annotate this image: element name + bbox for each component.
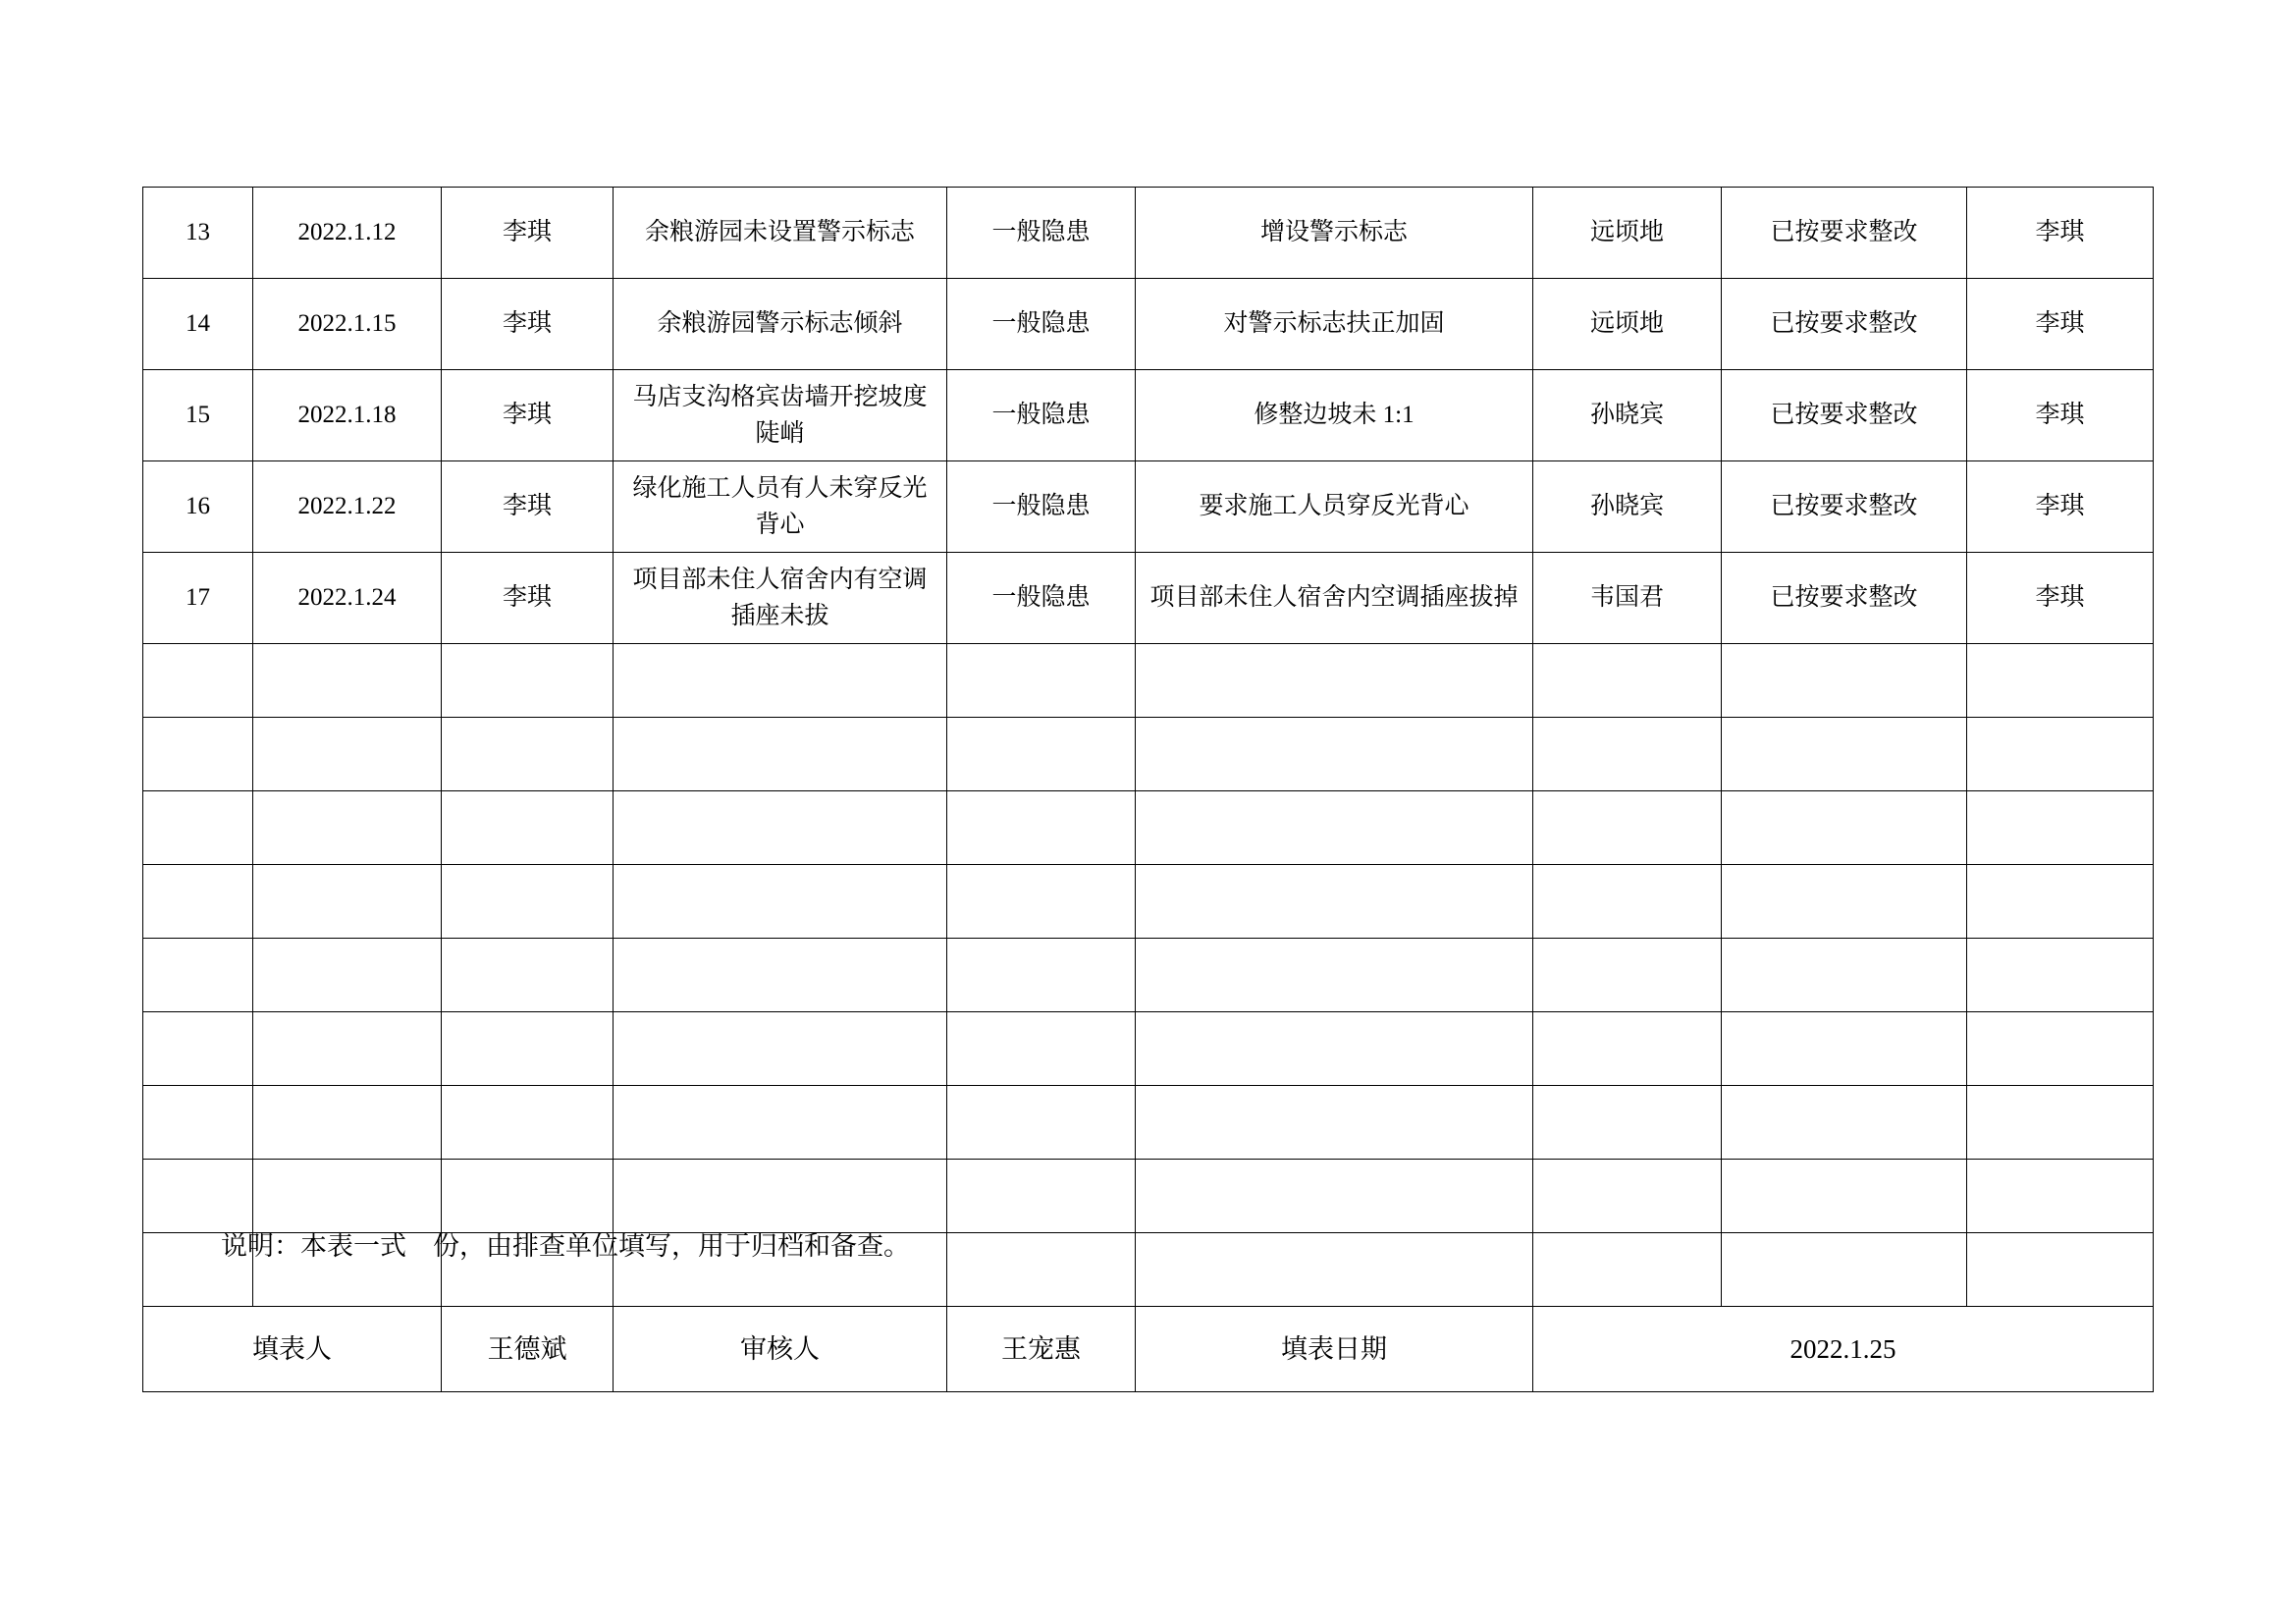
cell-blank [947,1160,1136,1233]
cell-blank [442,791,614,865]
cell-checker: 李琪 [1967,279,2154,370]
cell-no: 14 [143,279,253,370]
cell-blank [947,1086,1136,1160]
cell-blank [442,718,614,791]
cell-blank [253,1012,442,1086]
cell-blank [1967,939,2154,1012]
cell-blank [614,644,947,718]
cell-desc: 马店支沟格宾齿墙开挖坡度陡峭 [614,370,947,461]
cell-blank [253,644,442,718]
cell-blank [143,1160,253,1233]
footer-filler-value: 王德斌 [442,1307,614,1392]
table-row-blank [143,718,2154,791]
cell-checker: 李琪 [1967,553,2154,644]
cell-person: 李琪 [442,553,614,644]
cell-date: 2022.1.15 [253,279,442,370]
cell-resp: 远顷地 [1533,188,1722,279]
cell-blank [1136,718,1533,791]
table-row [143,279,2154,370]
cell-resp: 孙晓宾 [1533,370,1722,461]
cell-blank [1136,939,1533,1012]
cell-checker: 李琪 [1967,370,2154,461]
cell-desc: 项目部未住人宿舍内有空调插座未拔 [614,553,947,644]
cell-desc: 余粮游园未设置警示标志 [614,188,947,279]
footer-date-label: 填表日期 [1136,1307,1533,1392]
footer-reviewer-value: 王宠惠 [947,1307,1136,1392]
cell-no: 15 [143,370,253,461]
cell-blank [1967,644,2154,718]
cell-blank [253,1086,442,1160]
cell-blank [1533,644,1722,718]
cell-blank [1722,865,1967,939]
cell-blank [1136,644,1533,718]
cell-level: 一般隐患 [947,188,1136,279]
hazard-inspection-table [142,187,2154,1392]
table-row-blank [143,939,2154,1012]
note-prefix: 说明： [221,1231,300,1261]
cell-status: 已按要求整改 [1722,279,1967,370]
table-row [143,461,2154,553]
cell-blank [253,718,442,791]
form-note [142,1225,2153,1268]
cell-blank [1136,1086,1533,1160]
cell-blank [442,1160,614,1233]
cell-blank [143,1086,253,1160]
cell-blank [1136,1160,1533,1233]
cell-blank [614,1160,947,1233]
cell-blank [947,1012,1136,1086]
cell-blank [1967,791,2154,865]
cell-status: 已按要求整改 [1722,188,1967,279]
cell-blank [1533,1086,1722,1160]
cell-blank [1722,644,1967,718]
cell-blank [1533,939,1722,1012]
cell-level: 一般隐患 [947,461,1136,553]
cell-blank [1967,718,2154,791]
cell-blank [442,939,614,1012]
table-footer-row [143,1307,2154,1392]
table-row-blank [143,791,2154,865]
cell-no: 17 [143,553,253,644]
cell-blank [143,791,253,865]
note-text: 本表一式 份，由排查单位填写，用于归档和备查。 [300,1231,910,1261]
cell-blank [143,865,253,939]
table-row-blank [143,644,2154,718]
table-row [143,553,2154,644]
cell-blank [1136,1012,1533,1086]
cell-blank [947,939,1136,1012]
cell-blank [1722,1160,1967,1233]
table-row-blank [143,1012,2154,1086]
cell-blank [1533,1012,1722,1086]
cell-blank [253,1160,442,1233]
cell-date: 2022.1.22 [253,461,442,553]
cell-blank [1533,865,1722,939]
cell-person: 李琪 [442,279,614,370]
cell-blank [1967,1160,2154,1233]
cell-blank [442,1012,614,1086]
cell-blank [1533,1160,1722,1233]
cell-no: 13 [143,188,253,279]
cell-blank [614,865,947,939]
cell-resp: 远顷地 [1533,279,1722,370]
cell-blank [1722,791,1967,865]
cell-blank [253,791,442,865]
footer-filler-label: 填表人 [143,1307,442,1392]
cell-no: 16 [143,461,253,553]
cell-resp: 孙晓宾 [1533,461,1722,553]
cell-blank [614,1086,947,1160]
cell-blank [442,1086,614,1160]
cell-blank [1533,718,1722,791]
cell-blank [614,718,947,791]
cell-blank [143,939,253,1012]
cell-blank [947,718,1136,791]
cell-desc: 余粮游园警示标志倾斜 [614,279,947,370]
cell-blank [947,644,1136,718]
cell-blank [1722,1086,1967,1160]
cell-blank [442,644,614,718]
table-row-blank [143,1086,2154,1160]
table-row [143,370,2154,461]
cell-level: 一般隐患 [947,553,1136,644]
hazard-inspection-table-wrapper [142,187,2153,1392]
cell-blank [1533,791,1722,865]
cell-blank [143,718,253,791]
cell-person: 李琪 [442,188,614,279]
cell-measure: 增设警示标志 [1136,188,1533,279]
footer-reviewer-label: 审核人 [614,1307,947,1392]
table-row-blank [143,865,2154,939]
cell-checker: 李琪 [1967,188,2154,279]
cell-measure: 项目部未住人宿舍内空调插座拔掉 [1136,553,1533,644]
cell-blank [614,1012,947,1086]
cell-status: 已按要求整改 [1722,370,1967,461]
cell-blank [947,791,1136,865]
cell-measure: 对警示标志扶正加固 [1136,279,1533,370]
cell-blank [1722,1012,1967,1086]
cell-blank [253,939,442,1012]
cell-blank [253,865,442,939]
cell-measure: 修整边坡未 1:1 [1136,370,1533,461]
cell-blank [442,865,614,939]
cell-blank [143,644,253,718]
footer-date-value: 2022.1.25 [1533,1307,2154,1392]
cell-status: 已按要求整改 [1722,461,1967,553]
cell-person: 李琪 [442,370,614,461]
cell-blank [947,865,1136,939]
cell-level: 一般隐患 [947,279,1136,370]
cell-level: 一般隐患 [947,370,1136,461]
cell-date: 2022.1.18 [253,370,442,461]
cell-blank [1967,1012,2154,1086]
cell-status: 已按要求整改 [1722,553,1967,644]
cell-desc: 绿化施工人员有人未穿反光背心 [614,461,947,553]
cell-blank [1722,718,1967,791]
cell-blank [1967,1086,2154,1160]
cell-blank [143,1012,253,1086]
cell-measure: 要求施工人员穿反光背心 [1136,461,1533,553]
cell-blank [1722,939,1967,1012]
cell-person: 李琪 [442,461,614,553]
cell-blank [1136,791,1533,865]
cell-blank [614,791,947,865]
cell-resp: 韦国君 [1533,553,1722,644]
table-row [143,188,2154,279]
cell-blank [1967,865,2154,939]
cell-blank [1136,865,1533,939]
cell-date: 2022.1.12 [253,188,442,279]
table-row-blank [143,1160,2154,1233]
cell-blank [614,939,947,1012]
cell-checker: 李琪 [1967,461,2154,553]
cell-date: 2022.1.24 [253,553,442,644]
